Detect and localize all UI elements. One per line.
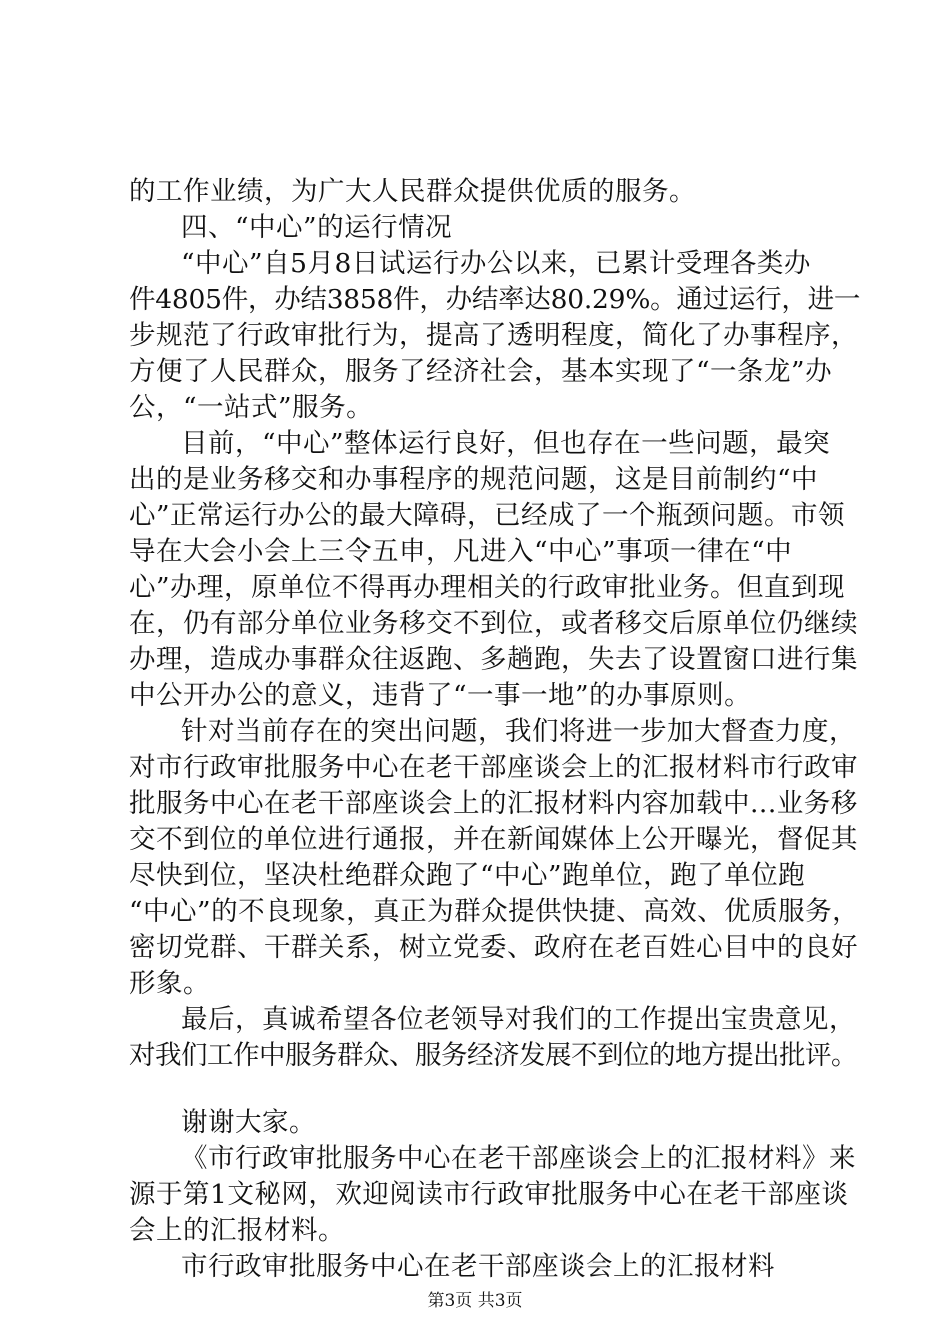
text-line: 最后，真诚希望各位老领导对我们的工作提出宝贵意见， xyxy=(181,1004,856,1035)
text-line: 形象。 xyxy=(129,968,210,999)
text-line: 心”办理，原单位不得再办理相关的行政审批业务。但直到现 xyxy=(129,572,846,603)
text-line: 交不到位的单位进行通报，并在新闻媒体上公开曝光，督促其 xyxy=(129,824,858,855)
text-line: 方便了人民群众，服务了经济社会，基本实现了“一条龙”办 xyxy=(129,356,833,387)
text-line: 密切党群、干群关系，树立党委、政府在老百姓心目中的良好 xyxy=(129,932,858,963)
text-line: 在，仍有部分单位业务移交不到位，或者移交后原单位仍继续 xyxy=(129,608,858,639)
text-line: 心”正常运行办公的最大障碍，已经成了一个瓶颈问题。市领 xyxy=(129,500,846,531)
text-line: 针对当前存在的突出问题，我们将进一步加大督查力度， xyxy=(181,716,856,747)
text-line: 市行政审批服务中心在老干部座谈会上的汇报材料 xyxy=(181,1251,775,1282)
text-line: 源于第1文秘网，欢迎阅读市行政审批服务中心在老干部座谈 xyxy=(129,1179,849,1210)
text-line: “中心”的不良现象，真正为群众提供快捷、高效、优质服务， xyxy=(129,896,860,927)
text-line: 导在大会小会上三令五申，凡进入“中心”事项一律在“中 xyxy=(129,536,793,567)
text-line: 目前，“中心”整体运行良好，但也存在一些问题，最突 xyxy=(181,428,831,459)
text-line: 谢谢大家。 xyxy=(181,1107,316,1138)
text-line: 件4805件，办结3858件，办结率达80.29%。通过运行，进一 xyxy=(129,284,861,315)
text-line: 对市行政审批服务中心在老干部座谈会上的汇报材料市行政审 xyxy=(129,752,858,783)
text-line: 批服务中心在老干部座谈会上的汇报材料内容加载中...业务移 xyxy=(129,788,858,819)
text-line: “中心”自5月8日试运行办公以来，已累计受理各类办 xyxy=(181,248,811,279)
text-line: 对我们工作中服务群众、服务经济发展不到位的地方提出批评。 xyxy=(129,1040,857,1071)
text-line: 《市行政审批服务中心在老干部座谈会上的汇报材料》来 xyxy=(181,1143,856,1174)
text-line: 中公开办公的意义，违背了“一事一地”的办事原则。 xyxy=(129,680,752,711)
section-heading: 四、“中心”的运行情况 xyxy=(181,212,453,243)
text-line: 的工作业绩，为广大人民群众提供优质的服务。 xyxy=(129,176,696,207)
text-line: 步规范了行政审批行为，提高了透明程度，简化了办事程序， xyxy=(129,320,858,351)
page-footer: 第3页 共3页 xyxy=(427,1291,523,1311)
text-line: 会上的汇报材料。 xyxy=(129,1215,345,1246)
text-line: 出的是业务移交和办事程序的规范问题，这是目前制约“中 xyxy=(129,464,819,495)
text-line: 尽快到位，坚决杜绝群众跑了“中心”跑单位，跑了单位跑 xyxy=(129,860,806,891)
text-line: 办理，造成办事群众往返跑、多趟跑，失去了设置窗口进行集 xyxy=(129,644,858,675)
text-line: 公，“一站式”服务。 xyxy=(129,392,374,423)
